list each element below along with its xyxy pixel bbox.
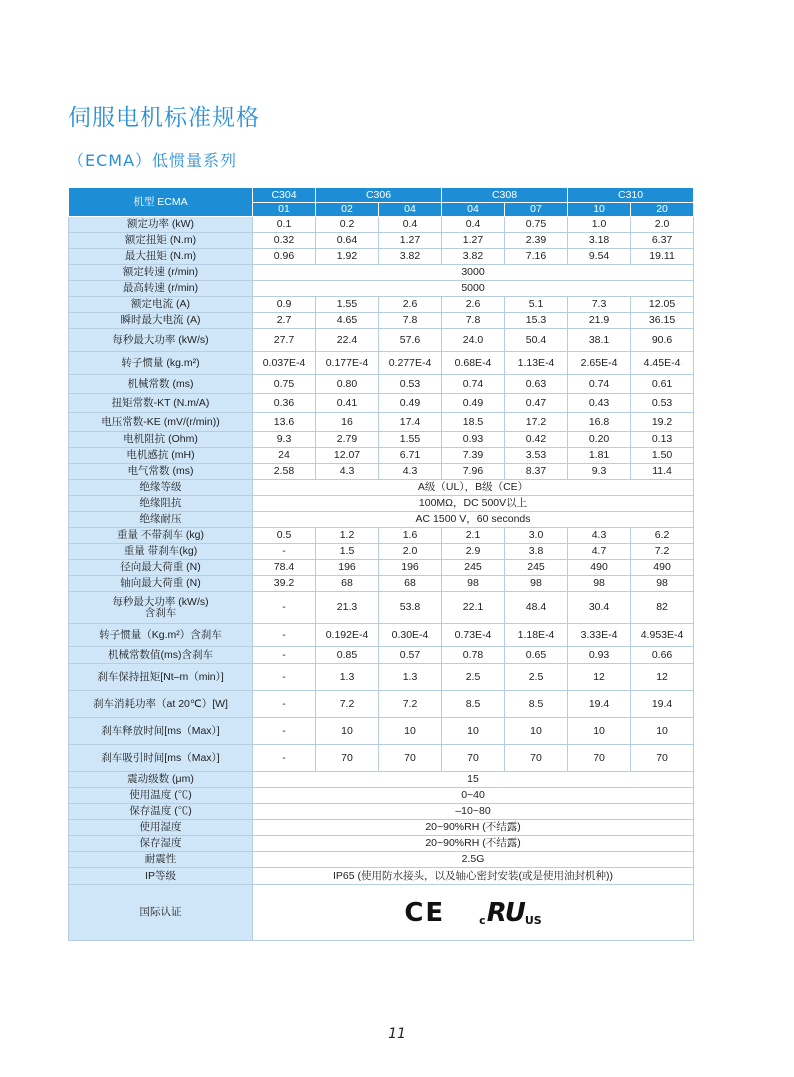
- cell-value: 3.18: [568, 233, 631, 249]
- ce-mark-icon: CE: [404, 897, 446, 928]
- cell-value: 82: [631, 592, 694, 624]
- table-row: [69, 480, 694, 496]
- cell-value: 70: [631, 745, 694, 772]
- cell-value: 12.05: [631, 297, 694, 313]
- page-subtitle: （ECMA）低惯量系列: [68, 151, 238, 170]
- cell-value: 78.4: [253, 560, 316, 576]
- cell-value: 1.50: [631, 448, 694, 464]
- ul-mark-c: c: [479, 913, 486, 927]
- table-row: [69, 297, 694, 313]
- cell-value: 50.4: [505, 329, 568, 352]
- cell-value: 70: [316, 745, 379, 772]
- cell-value: 4.7: [568, 544, 631, 560]
- cell-value: 5.1: [505, 297, 568, 313]
- cell-value: 22.1: [442, 592, 505, 624]
- table-row: [69, 512, 694, 528]
- cell-value: 0.4: [379, 217, 442, 233]
- table-row: [69, 394, 694, 413]
- row-label: 扭矩常数-KT (N.m/A): [69, 394, 253, 413]
- span-value: 0~40: [253, 788, 694, 804]
- table-row: [69, 352, 694, 375]
- cell-value: 7.96: [442, 464, 505, 480]
- cell-value: 9.54: [568, 249, 631, 265]
- cell-value: 0.4: [442, 217, 505, 233]
- cell-value: 1.13E-4: [505, 352, 568, 375]
- cell-value: 7.16: [505, 249, 568, 265]
- cell-value: 0.74: [568, 375, 631, 394]
- table-row: [69, 624, 694, 647]
- cell-value: 2.0: [379, 544, 442, 560]
- group-header-c304: C304: [253, 188, 316, 203]
- cell-value: 21.9: [568, 313, 631, 329]
- cell-value: 3.33E-4: [568, 624, 631, 647]
- table-row: [69, 265, 694, 281]
- cell-value: 98: [568, 576, 631, 592]
- cell-value: 1.3: [316, 664, 379, 691]
- cell-value: 0.192E-4: [316, 624, 379, 647]
- cell-value: 19.11: [631, 249, 694, 265]
- cell-value: 2.1: [442, 528, 505, 544]
- cell-value: 3.8: [505, 544, 568, 560]
- table-row: [69, 448, 694, 464]
- row-label-line: 含刹车: [144, 606, 177, 619]
- cell-value: 53.8: [379, 592, 442, 624]
- cell-value: 7.3: [568, 297, 631, 313]
- group-header-c310: C310: [568, 188, 694, 203]
- cell-value: 3.53: [505, 448, 568, 464]
- cell-value: 0.32: [253, 233, 316, 249]
- cell-value: 7.8: [442, 313, 505, 329]
- cell-value: 0.75: [253, 375, 316, 394]
- cell-value: 9.3: [568, 464, 631, 480]
- cell-value: 10: [379, 718, 442, 745]
- span-value: AC 1500 V，60 seconds: [253, 512, 694, 528]
- cell-value: 27.7: [253, 329, 316, 352]
- cell-value: 0.2: [316, 217, 379, 233]
- cell-value: 490: [568, 560, 631, 576]
- row-label: 绝缘等级: [69, 480, 253, 496]
- row-label: 刹车吸引时间[ms（Max）]: [69, 745, 253, 772]
- row-label: 转子惯量（Kg.m²）含刹车: [69, 624, 253, 647]
- row-label: 机械常数 (ms): [69, 375, 253, 394]
- cell-value: 0.75: [505, 217, 568, 233]
- cell-value: 7.2: [379, 691, 442, 718]
- cell-value: 1.18E-4: [505, 624, 568, 647]
- cell-value: 2.5: [442, 664, 505, 691]
- cell-value: 19.2: [631, 413, 694, 432]
- row-label: 额定转速 (r/min): [69, 265, 253, 281]
- cell-value: 1.27: [442, 233, 505, 249]
- cell-value: 0.43: [568, 394, 631, 413]
- cell-value: 21.3: [316, 592, 379, 624]
- cell-value: 10: [568, 718, 631, 745]
- cell-value: 0.74: [442, 375, 505, 394]
- row-label: [69, 592, 253, 624]
- cell-value: 0.61: [631, 375, 694, 394]
- table-row: [69, 233, 694, 249]
- cell-value: -: [253, 745, 316, 772]
- cell-value: 19.4: [568, 691, 631, 718]
- cell-value: 0.20: [568, 432, 631, 448]
- table-row: [69, 664, 694, 691]
- cell-value: 4.953E-4: [631, 624, 694, 647]
- cell-value: -: [253, 592, 316, 624]
- ul-mark-icon: [479, 897, 542, 928]
- table-row: [69, 592, 694, 624]
- cell-value: -: [253, 624, 316, 647]
- span-value: 20~90%RH (不结露): [253, 836, 694, 852]
- table-row: [69, 804, 694, 820]
- cell-value: 0.30E-4: [379, 624, 442, 647]
- cell-value: 0.53: [379, 375, 442, 394]
- cell-value: 4.45E-4: [631, 352, 694, 375]
- table-row: [69, 313, 694, 329]
- table-row: [69, 249, 694, 265]
- row-label: 电气常数 (ms): [69, 464, 253, 480]
- cell-value: -: [253, 664, 316, 691]
- cell-value: 68: [316, 576, 379, 592]
- row-label: 轴向最大荷重 (N): [69, 576, 253, 592]
- cell-value: 1.6: [379, 528, 442, 544]
- cell-value: 0.63: [505, 375, 568, 394]
- cell-value: 3.82: [442, 249, 505, 265]
- cell-value: 17.4: [379, 413, 442, 432]
- cell-value: 0.49: [379, 394, 442, 413]
- table-row: [69, 772, 694, 788]
- cell-value: 1.55: [379, 432, 442, 448]
- cell-value: 7.39: [442, 448, 505, 464]
- cell-value: -: [253, 718, 316, 745]
- cell-value: 1.0: [568, 217, 631, 233]
- table-row: [69, 576, 694, 592]
- cell-value: 0.41: [316, 394, 379, 413]
- table-row: [69, 647, 694, 664]
- cell-value: 7.8: [379, 313, 442, 329]
- row-label: 保存湿度: [69, 836, 253, 852]
- row-label: 最高转速 (r/min): [69, 281, 253, 297]
- certification-logos: [253, 897, 693, 928]
- cell-value: 98: [631, 576, 694, 592]
- cell-value: 8.5: [505, 691, 568, 718]
- row-label: IP等级: [69, 868, 253, 885]
- row-label: 刹车保持扭矩[Nt–m（min）]: [69, 664, 253, 691]
- table-row: [69, 464, 694, 480]
- span-value: IP65 (使用防水接头，以及轴心密封安装(或是使用油封机种)): [253, 868, 694, 885]
- row-label: 电机感抗 (mH): [69, 448, 253, 464]
- row-label: 使用湿度: [69, 820, 253, 836]
- cell-value: 0.36: [253, 394, 316, 413]
- span-value: 3000: [253, 265, 694, 281]
- cell-value: 24: [253, 448, 316, 464]
- cell-value: 12.07: [316, 448, 379, 464]
- row-label: 绝缘阻抗: [69, 496, 253, 512]
- cell-value: 4.3: [316, 464, 379, 480]
- cell-value: 39.2: [253, 576, 316, 592]
- row-label: 震动级数 (μm): [69, 772, 253, 788]
- cell-value: 0.5: [253, 528, 316, 544]
- cell-value: 0.65: [505, 647, 568, 664]
- row-label: 每秒最大功率 (kW/s): [69, 329, 253, 352]
- cell-value: 2.58: [253, 464, 316, 480]
- cell-value: 4.3: [379, 464, 442, 480]
- cell-value: 2.7: [253, 313, 316, 329]
- code-header: 04: [379, 203, 442, 217]
- cell-value: 1.5: [316, 544, 379, 560]
- cell-value: 0.64: [316, 233, 379, 249]
- cell-value: 0.9: [253, 297, 316, 313]
- cell-value: 8.37: [505, 464, 568, 480]
- cell-value: 68: [379, 576, 442, 592]
- cell-value: 0.96: [253, 249, 316, 265]
- table-row: [69, 560, 694, 576]
- cell-value: 0.68E-4: [442, 352, 505, 375]
- cell-value: 0.177E-4: [316, 352, 379, 375]
- row-label: 额定扭矩 (N.m): [69, 233, 253, 249]
- table-row: [69, 496, 694, 512]
- row-label: 刹车释放时间[ms（Max）]: [69, 718, 253, 745]
- cell-value: 4.3: [568, 528, 631, 544]
- cell-value: 0.53: [631, 394, 694, 413]
- cell-value: 57.6: [379, 329, 442, 352]
- cell-value: 0.037E-4: [253, 352, 316, 375]
- span-value: 15: [253, 772, 694, 788]
- table-row: [69, 281, 694, 297]
- row-label: 绝缘耐压: [69, 512, 253, 528]
- code-header: 10: [568, 203, 631, 217]
- cell-value: 48.4: [505, 592, 568, 624]
- cell-value: 1.2: [316, 528, 379, 544]
- code-header: 07: [505, 203, 568, 217]
- spec-table-body: [69, 188, 694, 941]
- cell-value: 36.15: [631, 313, 694, 329]
- cell-value: 1.27: [379, 233, 442, 249]
- cell-value: 2.6: [442, 297, 505, 313]
- row-label: 刹车消耗功率（at 20℃）[W]: [69, 691, 253, 718]
- cell-value: 245: [505, 560, 568, 576]
- table-row: [69, 375, 694, 394]
- cell-value: -: [253, 544, 316, 560]
- cell-value: 10: [442, 718, 505, 745]
- model-header: 机型 ECMA: [69, 188, 253, 217]
- table-row: [69, 528, 694, 544]
- table-row: [69, 413, 694, 432]
- cell-value: 3.0: [505, 528, 568, 544]
- table-row: [69, 820, 694, 836]
- cell-value: 98: [442, 576, 505, 592]
- cell-value: 7.2: [631, 544, 694, 560]
- cell-value: 12: [568, 664, 631, 691]
- cell-value: 18.5: [442, 413, 505, 432]
- cell-value: 4.65: [316, 313, 379, 329]
- table-row: [69, 544, 694, 560]
- span-value: 2.5G: [253, 852, 694, 868]
- cell-value: 12: [631, 664, 694, 691]
- cell-value: 196: [379, 560, 442, 576]
- cell-value: 70: [568, 745, 631, 772]
- cell-value: 3.82: [379, 249, 442, 265]
- span-value: 5000: [253, 281, 694, 297]
- code-header: 20: [631, 203, 694, 217]
- table-row: [69, 745, 694, 772]
- cell-value: 0.47: [505, 394, 568, 413]
- table-row: [69, 217, 694, 233]
- cell-value: 0.93: [442, 432, 505, 448]
- row-label: 最大扭矩 (N.m): [69, 249, 253, 265]
- certification-marks: [253, 885, 694, 941]
- cell-value: 0.1: [253, 217, 316, 233]
- cell-value: 17.2: [505, 413, 568, 432]
- cell-value: 19.4: [631, 691, 694, 718]
- cell-value: 0.277E-4: [379, 352, 442, 375]
- cell-value: -: [253, 691, 316, 718]
- row-label: 电机阻抗 (Ohm): [69, 432, 253, 448]
- span-value: 100MΩ，DC 500V以上: [253, 496, 694, 512]
- certification-row: [69, 885, 694, 941]
- row-label: 额定电流 (A): [69, 297, 253, 313]
- row-label: 瞬时最大电流 (A): [69, 313, 253, 329]
- cell-value: 2.0: [631, 217, 694, 233]
- table-row: [69, 329, 694, 352]
- span-value: –10~80: [253, 804, 694, 820]
- cell-value: 1.92: [316, 249, 379, 265]
- cell-value: 11.4: [631, 464, 694, 480]
- cell-value: 1.3: [379, 664, 442, 691]
- group-header-c308: C308: [442, 188, 568, 203]
- cell-value: 13.6: [253, 413, 316, 432]
- cell-value: 10: [631, 718, 694, 745]
- cell-value: 245: [442, 560, 505, 576]
- cell-value: 2.9: [442, 544, 505, 560]
- cell-value: 2.5: [505, 664, 568, 691]
- cell-value: 0.73E-4: [442, 624, 505, 647]
- cell-value: 0.13: [631, 432, 694, 448]
- cell-value: 2.6: [379, 297, 442, 313]
- table-row: [69, 432, 694, 448]
- cell-value: 9.3: [253, 432, 316, 448]
- cell-value: 15.3: [505, 313, 568, 329]
- code-header: 04: [442, 203, 505, 217]
- cell-value: 16: [316, 413, 379, 432]
- row-label: 使用温度 (℃): [69, 788, 253, 804]
- code-header: 02: [316, 203, 379, 217]
- cell-value: 8.5: [442, 691, 505, 718]
- row-label: 重量 不带刹车 (kg): [69, 528, 253, 544]
- cell-value: 0.85: [316, 647, 379, 664]
- row-label: 径向最大荷重 (N): [69, 560, 253, 576]
- cell-value: 1.81: [568, 448, 631, 464]
- cell-value: 1.55: [316, 297, 379, 313]
- cell-value: 70: [442, 745, 505, 772]
- row-label: 重量 带刹车(kg): [69, 544, 253, 560]
- cell-value: 0.80: [316, 375, 379, 394]
- row-label: 转子惯量 (kg.m²): [69, 352, 253, 375]
- cell-value: 6.2: [631, 528, 694, 544]
- header-row-groups: [69, 188, 694, 203]
- cell-value: 10: [316, 718, 379, 745]
- cell-value: 10: [505, 718, 568, 745]
- page-number: 11: [388, 1026, 406, 1042]
- cell-value: 0.78: [442, 647, 505, 664]
- certification-label: 国际认证: [69, 885, 253, 941]
- cell-value: 70: [505, 745, 568, 772]
- cell-value: -: [253, 647, 316, 664]
- ul-mark-ru: RU: [486, 897, 524, 928]
- cell-value: 2.39: [505, 233, 568, 249]
- cell-value: 7.2: [316, 691, 379, 718]
- code-header: 01: [253, 203, 316, 217]
- cell-value: 0.66: [631, 647, 694, 664]
- cell-value: 38.1: [568, 329, 631, 352]
- page-title: 伺服电机标准规格: [68, 105, 260, 131]
- table-row: [69, 868, 694, 885]
- cell-value: 24.0: [442, 329, 505, 352]
- row-label: 耐震性: [69, 852, 253, 868]
- spec-table: [68, 187, 694, 941]
- span-value: A级（UL），B级（CE）: [253, 480, 694, 496]
- row-label: 电压常数-KE (mV/(r/min)): [69, 413, 253, 432]
- group-header-c306: C306: [316, 188, 442, 203]
- ul-mark-us: US: [524, 913, 542, 927]
- cell-value: 70: [379, 745, 442, 772]
- table-row: [69, 788, 694, 804]
- cell-value: 490: [631, 560, 694, 576]
- cell-value: 22.4: [316, 329, 379, 352]
- row-label: 保存温度 (℃): [69, 804, 253, 820]
- cell-value: 0.57: [379, 647, 442, 664]
- row-label: 额定功率 (kW): [69, 217, 253, 233]
- row-label: 机械常数值(ms)含刹车: [69, 647, 253, 664]
- cell-value: 98: [505, 576, 568, 592]
- cell-value: 0.93: [568, 647, 631, 664]
- cell-value: 0.49: [442, 394, 505, 413]
- span-value: 20~90%RH (不结露): [253, 820, 694, 836]
- cell-value: 90.6: [631, 329, 694, 352]
- cell-value: 6.71: [379, 448, 442, 464]
- cell-value: 6.37: [631, 233, 694, 249]
- cell-value: 30.4: [568, 592, 631, 624]
- cell-value: 0.42: [505, 432, 568, 448]
- table-row: [69, 718, 694, 745]
- table-row: [69, 691, 694, 718]
- table-row: [69, 852, 694, 868]
- cell-value: 2.79: [316, 432, 379, 448]
- row-label-line: 每秒最大功率 (kW/s): [112, 596, 209, 608]
- cell-value: 196: [316, 560, 379, 576]
- table-row: [69, 836, 694, 852]
- cell-value: 2.65E-4: [568, 352, 631, 375]
- cell-value: 16.8: [568, 413, 631, 432]
